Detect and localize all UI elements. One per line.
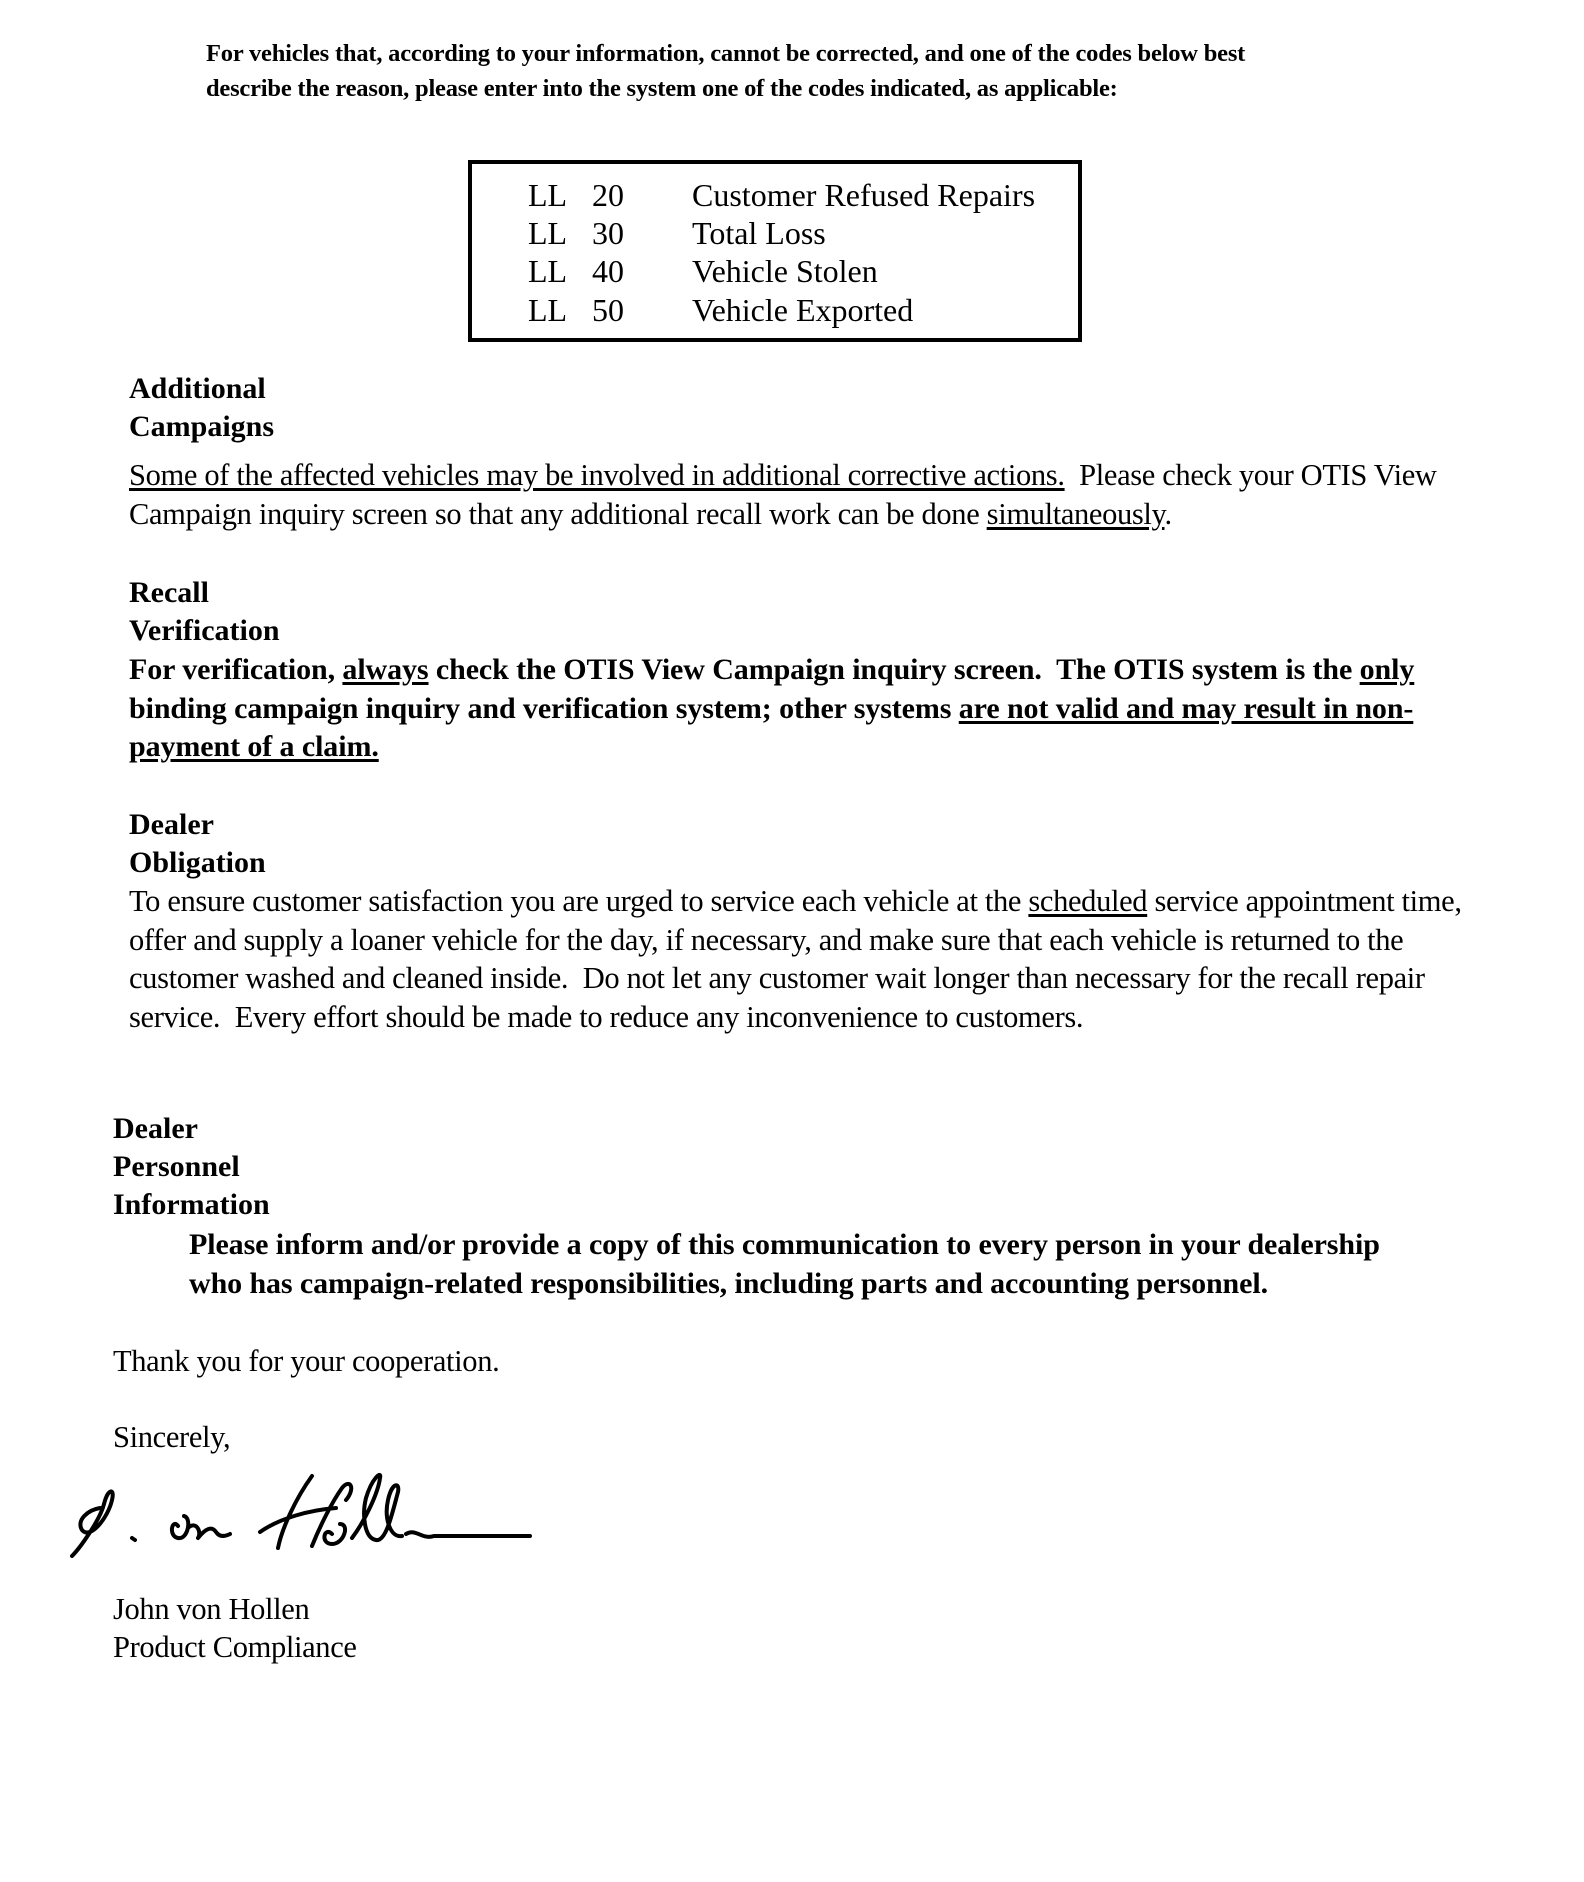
code-prefix: LL <box>528 215 568 251</box>
intro-paragraph <box>206 36 1436 106</box>
code-description: Customer Refused Repairs <box>692 177 1036 213</box>
underlined-text: scheduled <box>1028 884 1148 918</box>
heading-line: Additional <box>129 372 266 405</box>
heading-line: Obligation <box>129 846 266 879</box>
code-description: Total Loss <box>692 215 826 251</box>
code-prefix: LL <box>528 292 568 328</box>
recall-verification-text <box>129 651 1569 767</box>
code-number: 50 <box>592 292 624 328</box>
signer-title: Product Compliance <box>113 1630 357 1664</box>
body-line: service. Every effort should be made to reduce any inconvenience to customers. <box>129 999 1084 1034</box>
codes-table <box>468 160 1082 342</box>
heading-line: Dealer <box>129 808 214 841</box>
sincerely-text: Sincerely, <box>113 1420 231 1454</box>
code-prefix: LL <box>528 253 568 289</box>
body-line: customer washed and cleaned inside. Do not let any customer wait longer than necessary for the recall repair <box>129 961 1425 995</box>
body-line: who has campaign-related responsibilities, including parts and accounting personnel. <box>189 1266 1268 1300</box>
thanks-text: Thank you for your cooperation. <box>113 1344 500 1378</box>
heading-line: Campaigns <box>129 410 275 443</box>
code-row <box>472 292 1078 331</box>
body-text: For verification, <box>129 653 343 686</box>
heading-line: Information <box>113 1188 270 1221</box>
signature-image <box>60 1448 540 1558</box>
additional-campaigns-text <box>129 456 1549 533</box>
heading-line: Personnel <box>113 1150 240 1183</box>
underlined-text: always <box>342 653 429 686</box>
underlined-text: payment of a claim. <box>129 730 379 763</box>
heading-line: Verification <box>129 614 280 647</box>
code-number: 30 <box>592 215 624 251</box>
intro-line-1: For vehicles that, according to your information, cannot be corrected, and one of the codes below best <box>206 40 1246 67</box>
underlined-text: Some of the affected vehicles may be involved in additional corrective actions. <box>129 458 1065 492</box>
code-description: Vehicle Exported <box>692 292 914 328</box>
dealer-personnel-heading <box>113 1110 270 1224</box>
underlined-text: simultaneously <box>986 496 1165 531</box>
body-text: . <box>1164 496 1172 531</box>
heading-line: Recall <box>129 576 209 609</box>
body-text: service appointment time, <box>1147 884 1462 918</box>
dealer-obligation-text <box>129 882 1579 1036</box>
body-text: Campaign inquiry screen so that any additional recall work can be done <box>129 496 987 531</box>
body-text: To ensure customer satisfaction you are urged to service each vehicle at the <box>129 884 1029 918</box>
code-number: 40 <box>592 253 624 289</box>
intro-line-2: describe the reason, please enter into the system one of the codes indicated, as applicable: <box>206 75 1118 102</box>
heading-line: Dealer <box>113 1112 198 1145</box>
recall-verification-heading <box>129 574 280 650</box>
dealer-personnel-text <box>189 1226 1549 1303</box>
code-row <box>472 215 1078 254</box>
body-line: Please inform and/or provide a copy of this communication to every person in your dealership <box>189 1228 1380 1261</box>
body-line: offer and supply a loaner vehicle for the day, if necessary, and make sure that each vehicle is returned to the <box>129 922 1404 957</box>
dealer-obligation-heading <box>129 806 266 882</box>
code-number: 20 <box>592 177 624 213</box>
code-row <box>472 253 1078 292</box>
underlined-text: only <box>1359 653 1415 686</box>
body-text: binding campaign inquiry and verification system; other systems <box>129 691 959 725</box>
additional-campaigns-heading <box>129 370 274 446</box>
code-row <box>472 177 1078 216</box>
code-prefix: LL <box>528 177 568 213</box>
code-description: Vehicle Stolen <box>692 253 878 289</box>
body-text: Please check your OTIS View <box>1064 458 1437 492</box>
underlined-text: are not valid and may result in non- <box>958 691 1414 725</box>
body-text: check the OTIS View Campaign inquiry screen. The OTIS system is the <box>428 653 1360 686</box>
signer-name: John von Hollen <box>113 1592 310 1626</box>
